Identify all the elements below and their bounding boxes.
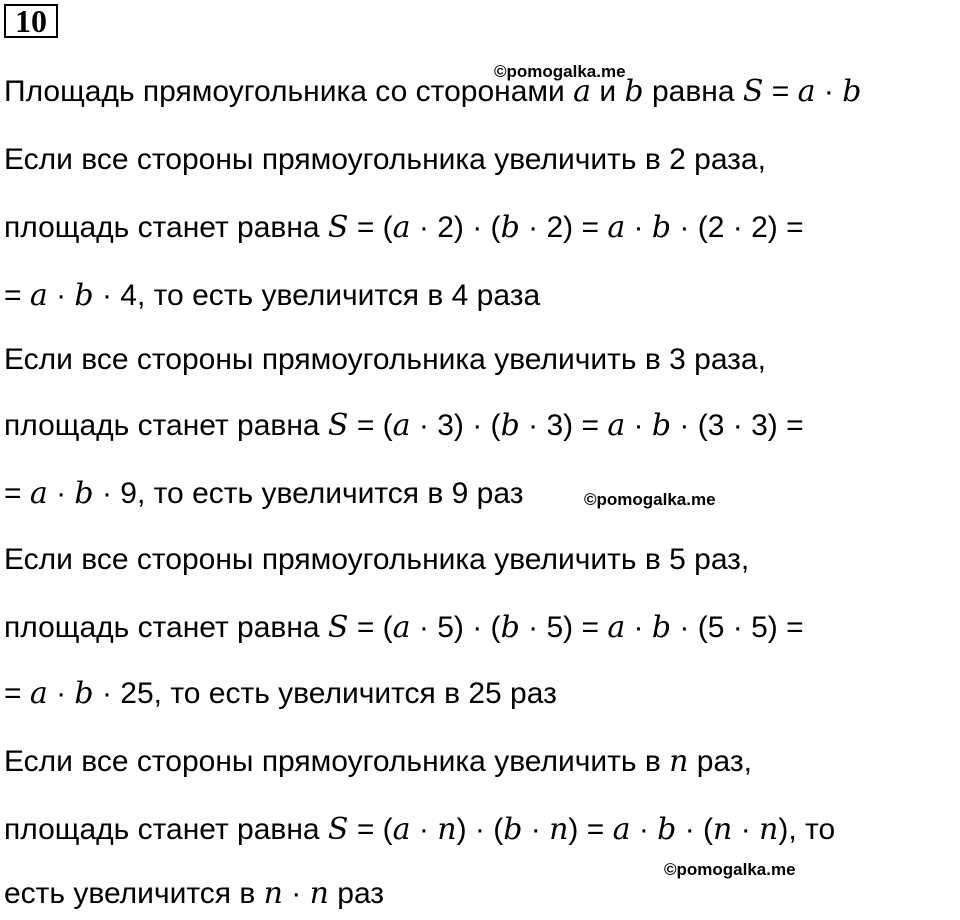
line-12: площадь станет равна S = (a · n) · (b · n) = a · b · (n · n), то	[4, 812, 836, 847]
task-number-box: 10	[4, 4, 58, 38]
line-3: площадь станет равна S = (a · 2) · (b · 2) = a · b · (2 · 2) =	[4, 210, 804, 245]
line-2: Если все стороны прямоугольника увеличить в 2 раза,	[4, 143, 766, 176]
watermark-top: ©pomogalka.me	[494, 62, 626, 81]
line-10: = a · b · 25, то есть увеличится в 25 раз	[4, 676, 557, 711]
line-8: Если все стороны прямоугольника увеличить в 5 раз,	[4, 543, 750, 576]
line-4: = a · b · 4, то есть увеличится в 4 раза	[4, 278, 541, 313]
line-11: Если все стороны прямоугольника увеличить в n раз,	[4, 744, 752, 779]
watermark-middle: ©pomogalka.me	[584, 490, 716, 509]
watermark-bottom: ©pomogalka.me	[664, 860, 796, 879]
line-9: площадь станет равна S = (a · 5) · (b · 5) = a · b · (5 · 5) =	[4, 610, 804, 645]
line-13: есть увеличится в n · n раз	[4, 876, 385, 911]
line-5: Если все стороны прямоугольника увеличить в 3 раза,	[4, 343, 766, 376]
line-6: площадь станет равна S = (a · 3) · (b · 3) = a · b · (3 · 3) =	[4, 408, 804, 443]
line-7: = a · b · 9, то есть увеличится в 9 раз	[4, 476, 524, 511]
line-1: Площадь прямоугольника со сторонами a и b равна S = a · b	[4, 74, 862, 109]
